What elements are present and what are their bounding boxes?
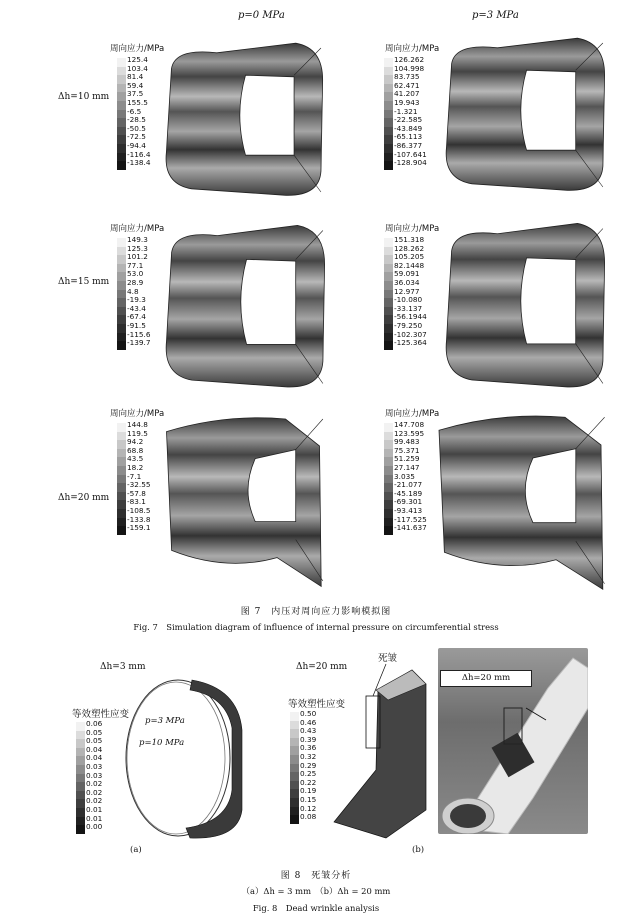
legend-swatch xyxy=(384,92,393,101)
legend-value: 62.471 xyxy=(394,80,420,90)
legend-value: 0.25 xyxy=(300,769,317,779)
legend-swatch xyxy=(384,110,393,119)
annotation-p10: p=10 MPa xyxy=(139,738,185,748)
legend-value: 0.22 xyxy=(300,777,317,787)
legend-swatch xyxy=(117,526,126,535)
legend-value: -6.5 xyxy=(127,106,142,116)
legend-swatch xyxy=(117,92,126,101)
legend-value: -86.377 xyxy=(394,140,423,150)
legend-value: 0.03 xyxy=(86,761,103,771)
legend-value: -125.364 xyxy=(394,338,427,348)
legend-color-bar xyxy=(384,238,393,350)
legend-value: -32.55 xyxy=(127,480,151,490)
legend-value: -117.525 xyxy=(394,514,427,524)
legend-value: 82.1448 xyxy=(394,260,425,270)
legend-swatch xyxy=(117,247,126,256)
legend-value: -1.321 xyxy=(394,106,418,116)
legend-swatch xyxy=(117,84,126,93)
legend-swatch xyxy=(290,729,299,738)
legend-swatch xyxy=(384,58,393,67)
legend-color-bar xyxy=(117,423,126,535)
fig8b-tube-render xyxy=(326,660,432,840)
legend-value: 53.0 xyxy=(127,269,144,279)
legend-value: 101.2 xyxy=(127,252,148,262)
legend-value: 0.32 xyxy=(300,751,317,761)
legend-value: -21.077 xyxy=(394,480,423,490)
legend-value: -43.4 xyxy=(127,303,146,313)
legend-swatch xyxy=(117,281,126,290)
legend-value: -139.7 xyxy=(127,338,151,348)
legend-value: -83.1 xyxy=(127,497,146,507)
legend-swatch xyxy=(117,264,126,273)
legend-value: 125.3 xyxy=(127,243,148,253)
legend-value: -138.4 xyxy=(127,158,151,168)
fig8a-legend-title: 等效塑性应变 xyxy=(72,709,130,720)
legend-value: 0.06 xyxy=(86,719,103,728)
fig8a-cross-section xyxy=(120,670,260,845)
legend-value: -115.6 xyxy=(127,329,151,339)
legend-color-bar xyxy=(384,423,393,535)
sublabel-b: (b) xyxy=(412,845,425,855)
legend-title: 周向应力/MPa xyxy=(385,224,440,234)
row-label-dh15: Δh=15 mm xyxy=(58,277,110,287)
legend-swatch xyxy=(117,307,126,316)
legend-value: 0.43 xyxy=(300,726,317,736)
legend-swatch xyxy=(384,101,393,110)
legend-swatch xyxy=(290,772,299,781)
legend-swatch xyxy=(117,135,126,144)
legend-value: 144.8 xyxy=(127,420,148,429)
legend-value: 94.2 xyxy=(127,437,144,447)
legend-value: -45.189 xyxy=(394,488,423,498)
legend-value: -107.641 xyxy=(394,149,427,159)
legend-swatch xyxy=(117,457,126,466)
legend-swatch xyxy=(117,449,126,458)
legend-value: -116.4 xyxy=(127,149,151,159)
legend-value: 59.4 xyxy=(127,80,144,90)
legend-swatch xyxy=(384,84,393,93)
legend-swatch xyxy=(117,500,126,509)
legend-swatch xyxy=(76,765,85,774)
legend-value: 104.998 xyxy=(394,63,425,73)
legend-swatch xyxy=(384,118,393,127)
fig7-caption-zh: 图 7 内压对周向应力影响模拟图 xyxy=(240,607,392,617)
legend-value: 3.035 xyxy=(394,471,415,481)
legend-swatch xyxy=(384,153,393,162)
part-photo xyxy=(438,648,588,834)
legend-value: 103.4 xyxy=(127,63,148,73)
tube-render-r3c2 xyxy=(430,408,610,593)
legend-value: 0.02 xyxy=(86,779,103,789)
legend-value: 59.091 xyxy=(394,269,420,279)
legend-swatch xyxy=(76,808,85,817)
annotation-p3: p=3 MPa xyxy=(145,716,185,726)
legend-swatch xyxy=(117,518,126,527)
legend-swatch xyxy=(290,764,299,773)
legend-swatch xyxy=(384,518,393,527)
legend-value: -108.5 xyxy=(127,505,151,515)
legend-swatch xyxy=(117,144,126,153)
fig8-caption-zh: 图 8 死皱分析 xyxy=(280,871,352,881)
legend-color-bar xyxy=(384,58,393,170)
legend-value: 28.9 xyxy=(127,277,144,287)
fig7-caption-en: Fig. 7 Simulation diagram of influence of internal pressure on circumferential stress xyxy=(133,622,499,632)
legend-swatch xyxy=(117,255,126,264)
legend-swatch xyxy=(117,153,126,162)
legend-value: 68.8 xyxy=(127,445,144,455)
legend-value: -159.1 xyxy=(127,523,151,533)
legend-value: -79.250 xyxy=(394,320,423,330)
fig8b-header: Δh=20 mm xyxy=(296,662,348,672)
legend-swatch xyxy=(290,789,299,798)
legend-swatch xyxy=(117,475,126,484)
legend-swatch xyxy=(384,341,393,350)
legend-swatch xyxy=(117,333,126,342)
legend-swatch xyxy=(384,432,393,441)
legend-swatch xyxy=(290,807,299,816)
tube-render-r2c2 xyxy=(438,220,608,392)
legend-value: 0.08 xyxy=(300,812,317,822)
legend-value: 99.483 xyxy=(394,437,420,447)
legend-value: 0.50 xyxy=(300,709,317,718)
legend-swatch xyxy=(117,509,126,518)
legend-value: -128.904 xyxy=(394,158,427,168)
legend-value: 123.595 xyxy=(394,428,425,438)
legend-value: -94.4 xyxy=(127,140,146,150)
legend-swatch xyxy=(290,755,299,764)
legend-swatch xyxy=(384,247,393,256)
legend-swatch xyxy=(76,756,85,765)
legend-value: -93.413 xyxy=(394,505,423,515)
row-label-dh20: Δh=20 mm xyxy=(58,493,110,503)
legend-swatch xyxy=(290,781,299,790)
legend-value: 81.4 xyxy=(127,72,144,82)
legend-swatch xyxy=(384,483,393,492)
legend-value: -19.3 xyxy=(127,295,146,305)
tube-render-r1c2 xyxy=(438,35,608,195)
legend-value: 126.262 xyxy=(394,55,425,64)
legend-swatch xyxy=(384,440,393,449)
legend-swatch xyxy=(117,315,126,324)
legend-value: 27.147 xyxy=(394,462,420,472)
legend-value: 0.29 xyxy=(300,760,317,770)
legend-value: 0.01 xyxy=(86,813,103,823)
legend-swatch xyxy=(117,466,126,475)
legend-swatch xyxy=(76,748,85,757)
legend-value: 0.05 xyxy=(86,736,103,746)
legend-value: 37.5 xyxy=(127,89,144,99)
legend-color-bar xyxy=(290,712,299,824)
legend-swatch xyxy=(384,127,393,136)
legend-swatch xyxy=(117,492,126,501)
legend-swatch xyxy=(117,75,126,84)
legend-value: -72.5 xyxy=(127,132,146,142)
legend-swatch xyxy=(117,483,126,492)
legend-swatch xyxy=(117,432,126,441)
legend-value: 0.46 xyxy=(300,717,317,727)
legend-value: 41.207 xyxy=(394,89,420,99)
legend-value: -10.080 xyxy=(394,295,423,305)
legend-value: 77.1 xyxy=(127,260,144,270)
legend-value: -65.113 xyxy=(394,132,423,142)
legend-value: 12.977 xyxy=(394,286,420,296)
legend-swatch xyxy=(76,782,85,791)
legend-swatch xyxy=(117,290,126,299)
legend-swatch xyxy=(290,798,299,807)
legend-swatch xyxy=(384,135,393,144)
legend-swatch xyxy=(384,492,393,501)
legend-swatch xyxy=(117,272,126,281)
legend-swatch xyxy=(384,307,393,316)
legend-swatch xyxy=(117,238,126,247)
fig8a-header: Δh=3 mm xyxy=(100,662,146,672)
legend-swatch xyxy=(76,739,85,748)
legend-value: 0.36 xyxy=(300,743,317,753)
tube-render-r2c1 xyxy=(158,222,328,392)
legend-value: 0.05 xyxy=(86,727,103,737)
legend-swatch xyxy=(117,127,126,136)
col-header-p3: p=3 MPa xyxy=(472,10,519,21)
row-label-dh10: Δh=10 mm xyxy=(58,92,110,102)
legend-swatch xyxy=(76,722,85,731)
legend-swatch xyxy=(384,281,393,290)
fig8-caption-en: Fig. 8 Dead wrinkle analysis xyxy=(252,903,380,913)
legend-value: 75.371 xyxy=(394,445,420,455)
legend-swatch xyxy=(384,238,393,247)
legend-swatch xyxy=(117,101,126,110)
legend-swatch xyxy=(384,161,393,170)
legend-value: -133.8 xyxy=(127,514,151,524)
legend-value: 83.735 xyxy=(394,72,420,82)
legend-value: 149.3 xyxy=(127,235,148,244)
tube-render-r3c1 xyxy=(158,410,328,590)
legend-value: 0.04 xyxy=(86,753,103,763)
legend-swatch xyxy=(384,272,393,281)
legend-value: 0.04 xyxy=(86,744,103,754)
legend-title: 周向应力/MPa xyxy=(385,44,440,54)
legend-value: -50.5 xyxy=(127,123,146,133)
legend-swatch xyxy=(117,110,126,119)
legend-value: 105.205 xyxy=(394,252,425,262)
legend-value: 43.5 xyxy=(127,454,144,464)
legend-value: 0.39 xyxy=(300,734,317,744)
legend-swatch xyxy=(384,466,393,475)
legend-value: -22.585 xyxy=(394,115,423,125)
legend-swatch xyxy=(384,333,393,342)
legend-swatch xyxy=(76,825,85,834)
wrinkle-label: 死皱 xyxy=(378,653,398,664)
legend-swatch xyxy=(117,161,126,170)
legend-swatch xyxy=(117,324,126,333)
legend-value: -28.5 xyxy=(127,115,146,125)
legend-swatch xyxy=(117,341,126,350)
legend-value: -141.637 xyxy=(394,523,427,533)
legend-value: 128.262 xyxy=(394,243,425,253)
legend-value: 119.5 xyxy=(127,428,148,438)
legend-swatch xyxy=(76,799,85,808)
legend-value: 0.19 xyxy=(300,786,317,796)
legend-title: 周向应力/MPa xyxy=(110,409,165,419)
legend-value: -33.137 xyxy=(394,303,423,313)
fig8b-legend-title: 等效塑性应变 xyxy=(288,699,346,710)
legend-value: -56.1944 xyxy=(394,312,427,322)
legend-swatch xyxy=(384,526,393,535)
legend-swatch xyxy=(76,791,85,800)
legend-swatch xyxy=(384,475,393,484)
legend-swatch xyxy=(384,457,393,466)
legend-value: -69.301 xyxy=(394,497,423,507)
legend-value: 155.5 xyxy=(127,97,148,107)
fig8-caption-sub: （a）Δh = 3 mm （b）Δh = 20 mm xyxy=(241,886,391,896)
legend-swatch xyxy=(384,500,393,509)
legend-swatch xyxy=(384,315,393,324)
legend-color-bar xyxy=(117,58,126,170)
legend-value: -7.1 xyxy=(127,471,142,481)
legend-value: 147.708 xyxy=(394,420,425,429)
col-header-p0: p=0 MPa xyxy=(238,10,285,21)
legend-title: 周向应力/MPa xyxy=(110,224,165,234)
legend-value: -67.4 xyxy=(127,312,146,322)
legend-color-bar xyxy=(117,238,126,350)
legend-value: 0.03 xyxy=(86,770,103,780)
legend-value: 0.15 xyxy=(300,794,317,804)
legend-swatch xyxy=(117,440,126,449)
legend-value: 0.01 xyxy=(86,804,103,814)
legend-swatch xyxy=(384,264,393,273)
legend-swatch xyxy=(384,75,393,84)
legend-swatch xyxy=(117,298,126,307)
legend-value: -57.8 xyxy=(127,488,146,498)
legend-swatch xyxy=(384,324,393,333)
legend-value: 151.318 xyxy=(394,235,425,244)
legend-value: 4.8 xyxy=(127,286,139,296)
legend-swatch xyxy=(290,721,299,730)
legend-swatch xyxy=(117,423,126,432)
legend-value: 0.02 xyxy=(86,796,103,806)
legend-swatch xyxy=(384,449,393,458)
legend-swatch xyxy=(290,738,299,747)
legend-swatch xyxy=(384,255,393,264)
legend-swatch xyxy=(117,67,126,76)
legend-title: 周向应力/MPa xyxy=(385,409,440,419)
legend-value: 125.4 xyxy=(127,55,148,64)
tube-render-r1c1 xyxy=(158,40,326,200)
legend-swatch xyxy=(384,67,393,76)
legend-swatch xyxy=(117,118,126,127)
legend-swatch xyxy=(290,746,299,755)
legend-value: 0.00 xyxy=(86,822,103,832)
legend-swatch xyxy=(290,712,299,721)
sublabel-a: (a) xyxy=(130,845,142,855)
legend-swatch xyxy=(290,815,299,824)
legend-swatch xyxy=(384,298,393,307)
legend-swatch xyxy=(117,58,126,67)
legend-title: 周向应力/MPa xyxy=(110,44,165,54)
legend-value: 0.12 xyxy=(300,803,317,813)
legend-value: 51.259 xyxy=(394,454,420,464)
legend-swatch xyxy=(76,731,85,740)
legend-swatch xyxy=(76,774,85,783)
legend-color-bar xyxy=(76,722,85,834)
photo-label: Δh=20 mm xyxy=(440,670,532,687)
legend-value: 36.034 xyxy=(394,277,420,287)
legend-value: 18.2 xyxy=(127,462,144,472)
legend-swatch xyxy=(384,144,393,153)
legend-swatch xyxy=(384,423,393,432)
legend-value: 0.02 xyxy=(86,787,103,797)
legend-value: -102.307 xyxy=(394,329,427,339)
legend-value: 19.943 xyxy=(394,97,420,107)
legend-value: -43.849 xyxy=(394,123,423,133)
legend-swatch xyxy=(76,817,85,826)
legend-swatch xyxy=(384,290,393,299)
legend-value: -91.5 xyxy=(127,320,146,330)
legend-swatch xyxy=(384,509,393,518)
